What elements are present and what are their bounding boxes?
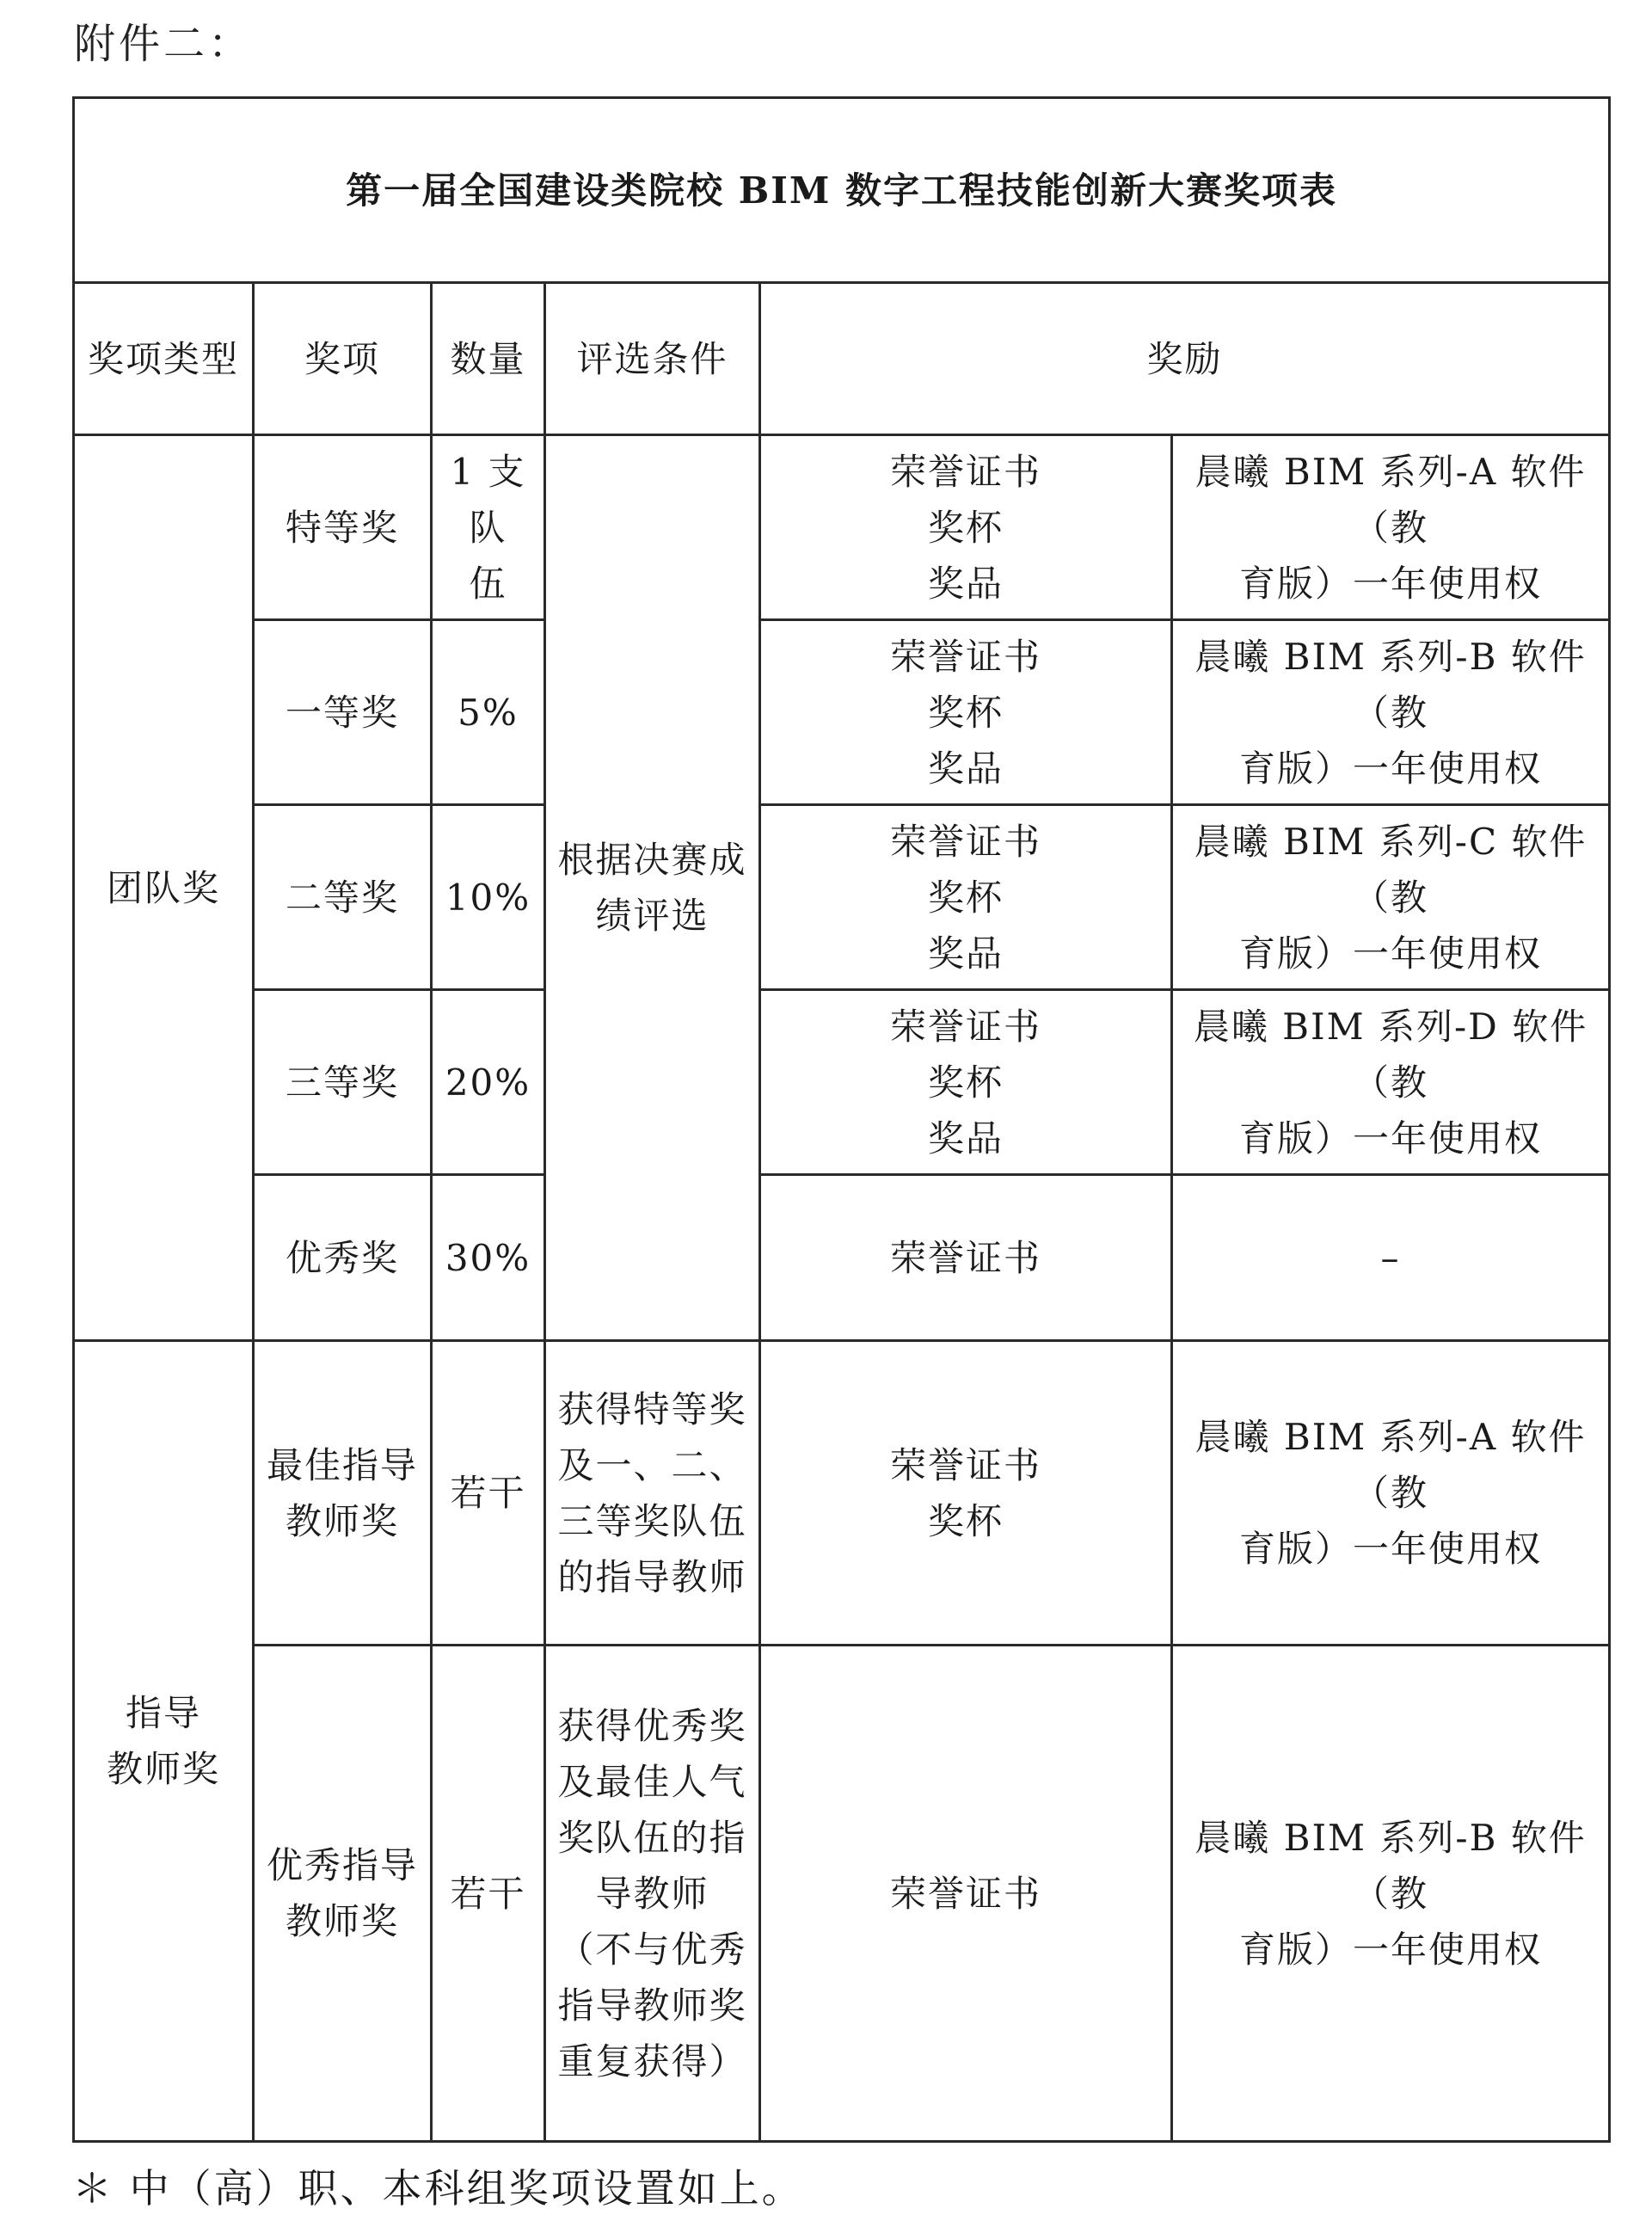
prize-list: 荣誉证书 奖杯 奖品 <box>760 990 1172 1175</box>
header-award: 奖项 <box>254 283 432 435</box>
prize-list: 荣誉证书 奖杯 奖品 <box>760 620 1172 805</box>
team-criteria: 根据决赛成 绩评选 <box>545 435 760 1341</box>
award-quantity: 10% <box>432 805 545 990</box>
prize-list: 荣誉证书 <box>760 1646 1172 2142</box>
table-row <box>74 1646 1610 2142</box>
award-quantity: 1 支队 伍 <box>432 435 545 620</box>
software-reward: 晨曦 BIM 系列-A 软件（教 育版）一年使用权 <box>1172 1341 1610 1646</box>
header-category: 奖项类型 <box>74 283 254 435</box>
award-criteria: 获得特等奖 及一、二、 三等奖队伍 的指导教师 <box>545 1341 760 1646</box>
award-quantity: 5% <box>432 620 545 805</box>
table-row <box>74 1341 1610 1646</box>
header-row <box>74 283 1610 435</box>
prize-list: 荣誉证书 奖杯 奖品 <box>760 805 1172 990</box>
software-reward: 晨曦 BIM 系列-B 软件（教 育版）一年使用权 <box>1172 620 1610 805</box>
award-quantity: 若干 <box>432 1341 545 1646</box>
table-row <box>74 620 1610 805</box>
header-quantity: 数量 <box>432 283 545 435</box>
award-quantity: 20% <box>432 990 545 1175</box>
prize-list: 荣誉证书 <box>760 1175 1172 1341</box>
award-name: 优秀奖 <box>254 1175 432 1341</box>
software-reward: 晨曦 BIM 系列-C 软件（教 育版）一年使用权 <box>1172 805 1610 990</box>
award-name: 三等奖 <box>254 990 432 1175</box>
software-reward: 晨曦 BIM 系列-A 软件（教 育版）一年使用权 <box>1172 435 1610 620</box>
header-rewards: 奖励 <box>760 283 1610 435</box>
award-name: 特等奖 <box>254 435 432 620</box>
prize-list: 荣誉证书 奖杯 奖品 <box>760 435 1172 620</box>
award-name: 优秀指导 教师奖 <box>254 1646 432 2142</box>
award-quantity: 若干 <box>432 1646 545 2142</box>
table-row <box>74 990 1610 1175</box>
award-quantity: 30% <box>432 1175 545 1341</box>
award-name: 一等奖 <box>254 620 432 805</box>
award-name: 最佳指导 教师奖 <box>254 1341 432 1646</box>
category-teacher: 指导 教师奖 <box>74 1341 254 2142</box>
table-row <box>74 435 1610 620</box>
software-reward: 晨曦 BIM 系列-B 软件（教 育版）一年使用权 <box>1172 1646 1610 2142</box>
software-reward: 晨曦 BIM 系列-D 软件（教 育版）一年使用权 <box>1172 990 1610 1175</box>
awards-table <box>72 96 1611 2143</box>
table-row <box>74 805 1610 990</box>
software-reward: – <box>1172 1175 1610 1341</box>
table-row <box>74 1175 1610 1341</box>
attachment-label: 附件二： <box>74 20 254 68</box>
prize-list: 荣誉证书 奖杯 <box>760 1341 1172 1646</box>
footnote: ＊ 中（高）职、本科组奖项设置如上。 <box>72 2165 804 2212</box>
award-criteria: 获得优秀奖 及最佳人气 奖队伍的指 导教师 （不与优秀 指导教师奖 重复获得） <box>545 1646 760 2142</box>
header-criteria: 评选条件 <box>545 283 760 435</box>
award-name: 二等奖 <box>254 805 432 990</box>
category-team: 团队奖 <box>74 435 254 1341</box>
table-title: 第一届全国建设类院校 BIM 数字工程技能创新大赛奖项表 <box>74 98 1610 283</box>
